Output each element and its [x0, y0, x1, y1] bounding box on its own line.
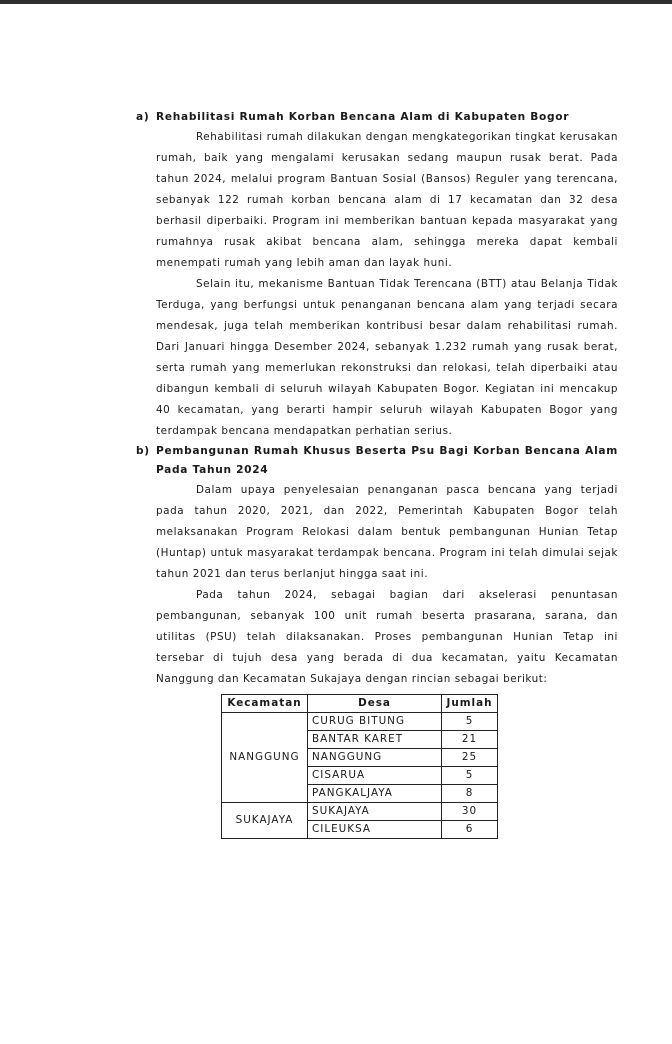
table-row — [222, 803, 498, 821]
jumlah-cell: 8 — [442, 785, 498, 803]
jumlah-cell: 21 — [442, 731, 498, 749]
header-kecamatan: Kecamatan — [222, 695, 308, 713]
desa-cell: BANTAR KARET — [308, 731, 442, 749]
section-a-marker: a) — [136, 111, 150, 123]
jumlah-cell: 5 — [442, 767, 498, 785]
section-b-paragraph-1: Dalam upaya penyelesaian penanganan pasca bencana yang terjadi pada tahun 2020, 2021, dan 2022, Pemerintah Kabupaten Bogor telah melaksanakan Program Relokasi dalam bentuk pembangunan Hunian Tetap (Huntap) untuk masyarakat terdampak bencana. Program ini telah dimulai sejak tahun 2021 dan terus berlanjut hingga saat ini. — [156, 484, 618, 580]
section-a-title: Rehabilitasi Rumah Korban Bencana Alam di Kabupaten Bogor — [156, 111, 570, 123]
section-a-paragraph-2: Selain itu, mekanisme Bantuan Tidak Terencana (BTT) atau Belanja Tidak Terduga, yang berfungsi untuk penanganan bencana alam yang terjadi secara mendesak, juga telah memberikan kontribusi besar dalam rehabilitasi rumah. Dari Januari hingga Desember 2024, sebanyak 1.232 rumah yang rusak berat, serta rumah yang memerlukan rekonstruksi dan relokasi, telah diperbaiki atau dibangun kembali di seluruh wilayah Kabupaten Bogor. Kegiatan ini mencakup 40 kecamatan, yang berarti hampir seluruh wilayah Kabupaten Bogor yang terdampak bencana mendapatkan perhatian serius. — [156, 278, 618, 437]
header-jumlah: Jumlah — [442, 695, 498, 713]
kecamatan-cell: NANGGUNG — [222, 713, 308, 803]
section-b-paragraph-2: Pada tahun 2024, sebagai bagian dari akselerasi penuntasan pembangunan, sebanyak 100 unit rumah beserta prasarana, sarana, dan utilitas (PSU) telah dilaksanakan. Proses pembangunan Hunian Tetap ini tersebar di tujuh desa yang berada di dua kecamatan, yaitu Kecamatan Nanggung dan Kecamatan Sukajaya dengan rincian sebagai berikut: — [156, 589, 618, 685]
section-b-marker: b) — [136, 445, 150, 457]
table-header-row — [222, 695, 498, 713]
jumlah-cell: 30 — [442, 803, 498, 821]
desa-cell: SUKAJAYA — [308, 803, 442, 821]
table-row — [222, 713, 498, 731]
window-top-border — [0, 0, 672, 4]
document-body — [136, 108, 618, 839]
header-desa: Desa — [308, 695, 442, 713]
section-b-heading — [136, 442, 618, 480]
section-a-paragraph-1: Rehabilitasi rumah dilakukan dengan mengkategorikan tingkat kerusakan rumah, baik yang mengalami kerusakan sedang maupun rusak berat. Pada tahun 2024, melalui program Bantuan Sosial (Bansos) Reguler yang terencana, sebanyak 122 rumah korban bencana alam di 17 kecamatan dan 32 desa berhasil diperbaiki. Program ini memberikan bantuan kepada masyarakat yang rumahnya rusak akibat bencana alam, sehingga mereka dapat kembali menempati rumah yang lebih aman dan layak huni. — [156, 131, 618, 269]
jumlah-cell: 5 — [442, 713, 498, 731]
desa-cell: PANGKALJAYA — [308, 785, 442, 803]
huntap-table-wrapper — [136, 694, 618, 839]
kecamatan-cell: SUKAJAYA — [222, 803, 308, 839]
desa-cell: NANGGUNG — [308, 749, 442, 767]
jumlah-cell: 25 — [442, 749, 498, 767]
section-a-heading — [136, 108, 618, 127]
section-b-title: Pembangunan Rumah Khusus Beserta Psu Bagi Korban Bencana Alam Pada Tahun 2024 — [156, 445, 618, 476]
huntap-table — [221, 694, 498, 839]
jumlah-cell: 6 — [442, 821, 498, 839]
desa-cell: CILEUKSA — [308, 821, 442, 839]
desa-cell: CURUG BITUNG — [308, 713, 442, 731]
desa-cell: CISARUA — [308, 767, 442, 785]
